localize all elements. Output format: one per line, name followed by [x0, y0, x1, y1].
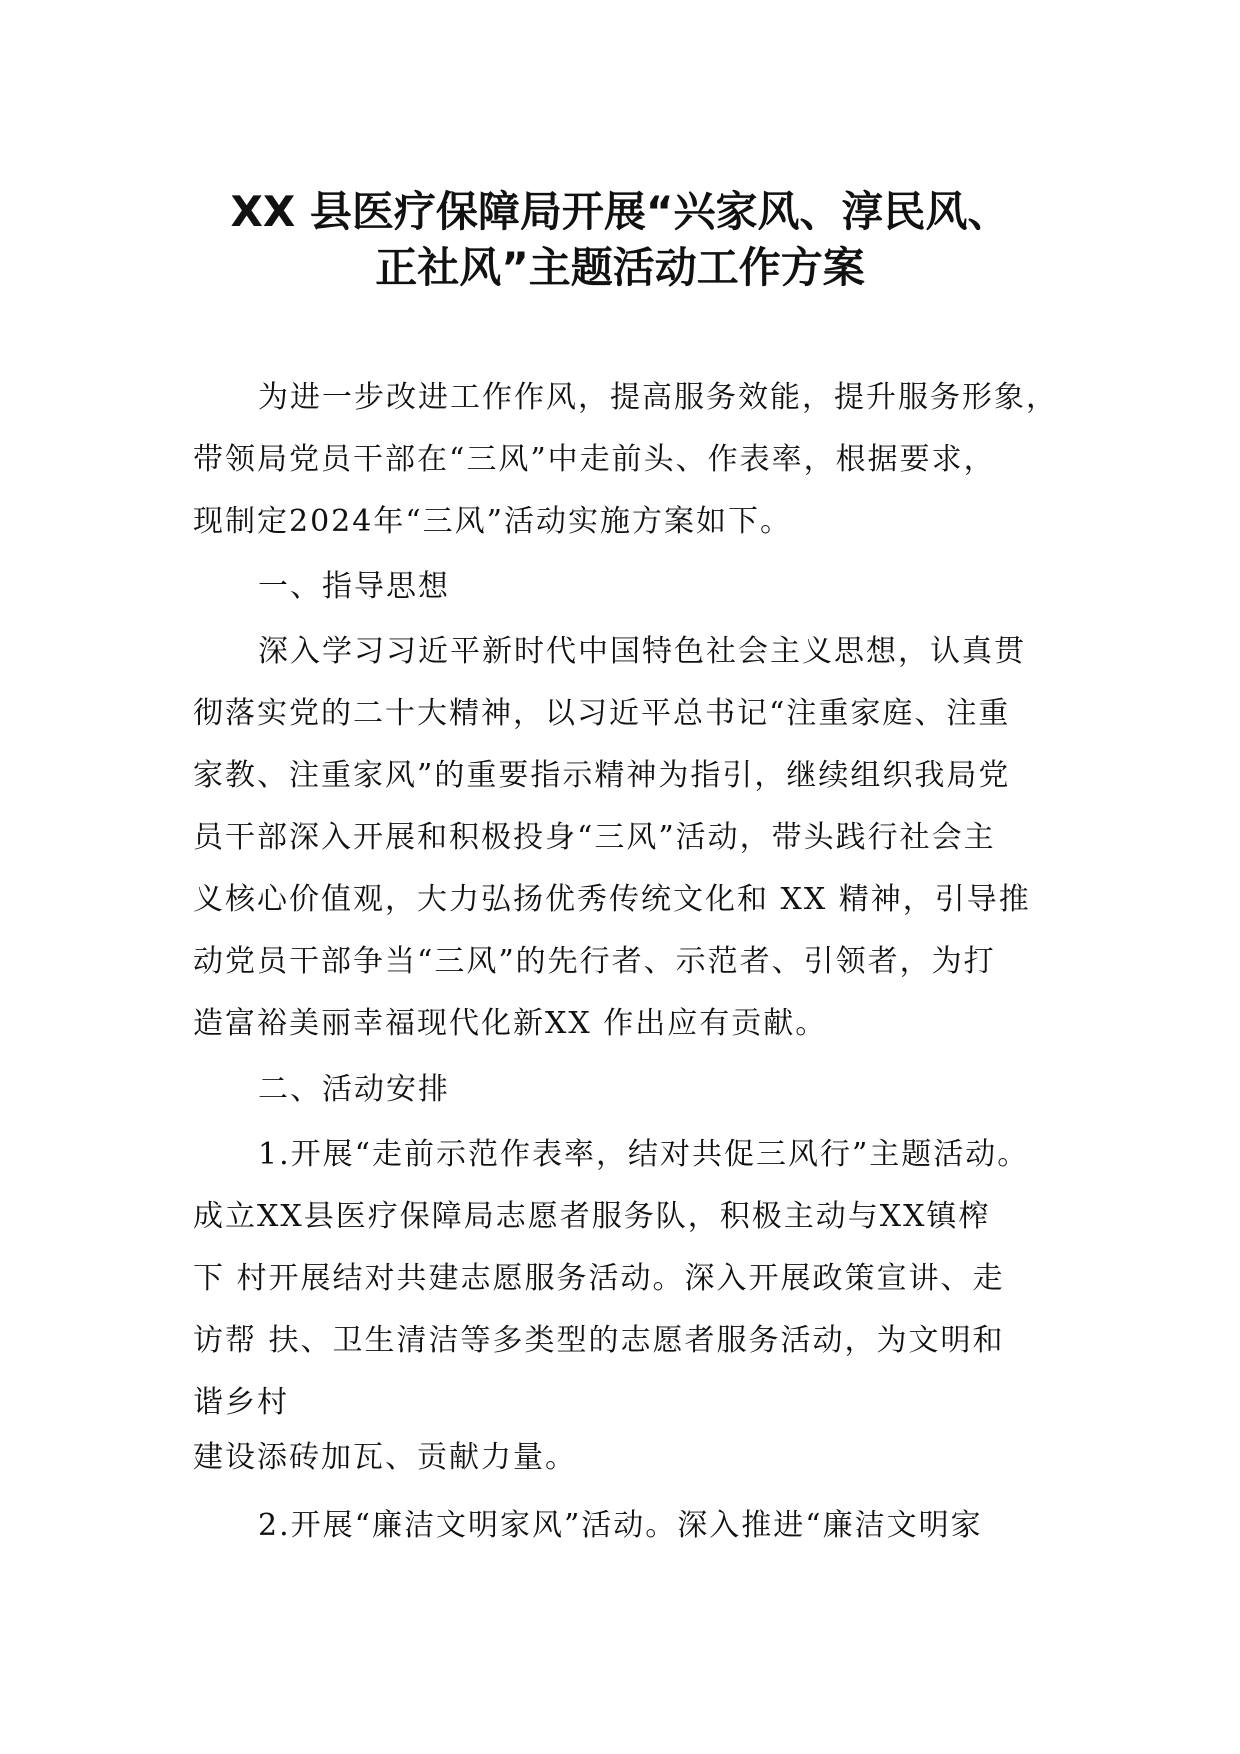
section-1-line-7: 造富裕美丽幸福现代化新XX 作出应有贡献。	[193, 1006, 828, 1041]
item-1-line-5: 谐乡村	[193, 1385, 289, 1420]
item-1-line-4: 访帮 扶、卫生清洁等多类型的志愿者服务活动，为文明和	[193, 1323, 1005, 1358]
item-1-line-6: 建设添砖加瓦、贡献力量。	[193, 1440, 577, 1475]
intro-line-3: 现制定2024年“三风”活动实施方案如下。	[193, 504, 793, 539]
section-1-line-1: 深入学习习近平新时代中国特色社会主义思想，认真贯	[258, 634, 1026, 669]
document-title-line-2: 正社风”主题活动工作方案	[375, 243, 865, 292]
section-1-line-4: 员干部深入开展和积极投身“三风”活动，带头践行社会主	[193, 820, 996, 855]
section-1-line-5: 义核心价值观，大力弘扬优秀传统文化和 XX 精神，引导推	[193, 882, 1031, 917]
section-1-line-6: 动党员干部争当“三风”的先行者、示范者、引领者，为打	[193, 944, 996, 979]
intro-line-2: 带领局党员干部在“三风”中走前头、作表率，根据要求，	[193, 442, 996, 477]
intro-line-1: 为进一步改进工作作风，提高服务效能，提升服务形象，	[258, 380, 1058, 415]
section-2-heading: 二、活动安排	[258, 1072, 450, 1107]
item-1-line-3: 下 村开展结对共建志愿服务活动。深入开展政策宣讲、走	[193, 1261, 1005, 1296]
section-1-heading: 一、指导思想	[258, 569, 450, 604]
section-1-line-3: 家教、注重家风”的重要指示精神为指引，继续组织我局党	[193, 758, 1011, 793]
item-1-line-2: 成立XX县医疗保障局志愿者服务队，积极主动与XX镇榨	[193, 1199, 991, 1234]
document-title-line-1: XX 县医疗保障局开展“兴家风、淳民风、	[230, 187, 1010, 236]
item-1-line-1: 1.开展“走前示范作表率，结对共促三风行”主题活动。	[258, 1137, 1030, 1172]
section-1-line-2: 彻落实党的二十大精神，以习近平总书记“注重家庭、注重	[193, 696, 1011, 731]
item-2-line-1: 2.开展“廉洁文明家风”活动。深入推进“廉洁文明家	[258, 1508, 983, 1543]
